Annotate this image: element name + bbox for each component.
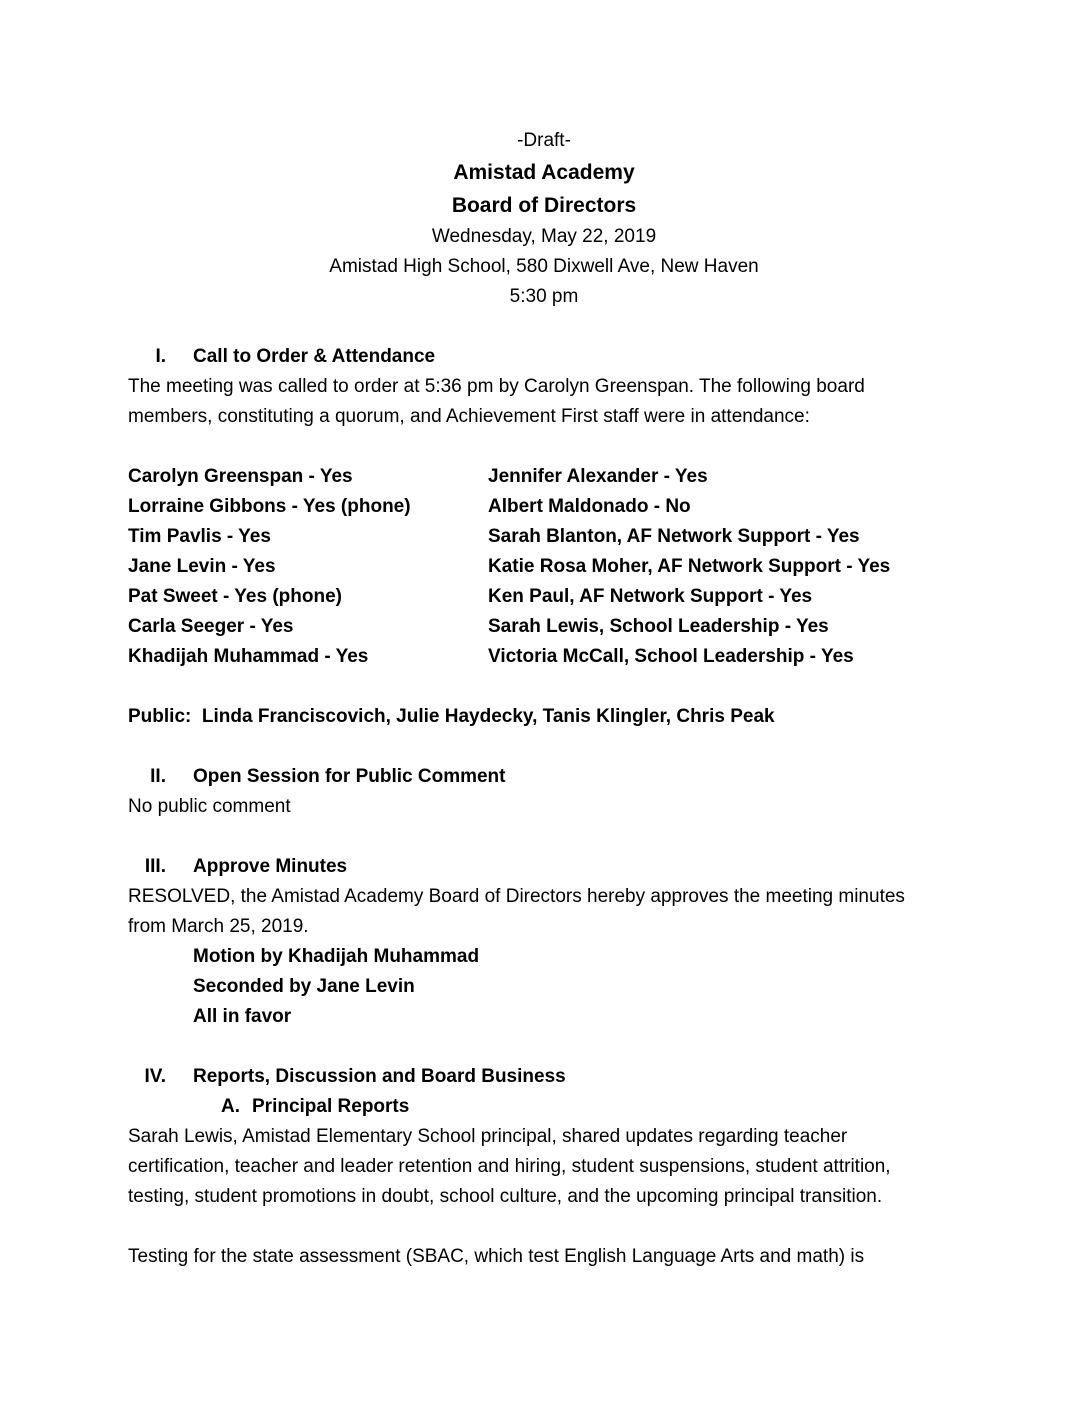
section-1-paragraph-line: members, constituting a quorum, and Achievement First staff were in attendance: [128, 406, 810, 427]
section-4a-letter: A. [221, 1096, 240, 1117]
section-2-numeral: II. [150, 766, 166, 787]
spacer [128, 1032, 960, 1062]
attendance-row [128, 612, 960, 642]
section-1-heading [128, 342, 960, 372]
attendee-name: Ken Paul, AF Network Support - Yes [488, 586, 813, 607]
spacer [128, 672, 960, 702]
attendee-name: Tim Pavlis - Yes [128, 526, 271, 547]
spacer [128, 1212, 960, 1242]
attendance-row [128, 462, 960, 492]
meeting-date: Wednesday, May 22, 2019 [431, 226, 657, 247]
meeting-location: Amistad High School, 580 Dixwell Ave, New Haven [329, 256, 759, 277]
spacer [128, 432, 960, 462]
attendance-row [128, 492, 960, 522]
section-2-heading [128, 762, 960, 792]
motion-line: Seconded by Jane Levin [193, 976, 415, 997]
draft-label: -Draft- [517, 130, 571, 151]
section-1-title: Call to Order & Attendance [193, 346, 436, 367]
attendee-name: Katie Rosa Moher, AF Network Support - Yes [488, 556, 891, 577]
section-3-paragraph-line: from March 25, 2019. [128, 916, 309, 937]
public-attendees: Public: Linda Franciscovich, Julie Haydecky, Tanis Klingler, Chris Peak [128, 706, 775, 727]
attendance-row [128, 642, 960, 672]
attendee-name: Lorraine Gibbons - Yes (phone) [128, 496, 411, 517]
attendee-name: Albert Maldonado - No [488, 496, 691, 517]
spacer [128, 312, 960, 342]
section-4-paragraph-line: certification, teacher and leader retention and hiring, student suspensions, student attrition, [128, 1156, 891, 1177]
attendance-row [128, 552, 960, 582]
attendee-name: Jane Levin - Yes [128, 556, 276, 577]
attendee-name: Jennifer Alexander - Yes [488, 466, 708, 487]
section-1-paragraph-line: The meeting was called to order at 5:36 pm by Carolyn Greenspan. The following board [128, 376, 865, 397]
attendee-name: Sarah Lewis, School Leadership - Yes [488, 616, 829, 637]
attendee-name: Sarah Blanton, AF Network Support - Yes [488, 526, 860, 547]
section-3-title: Approve Minutes [193, 856, 348, 877]
attendee-name: Victoria McCall, School Leadership - Yes [488, 646, 854, 667]
section-3-paragraph-line: RESOLVED, the Amistad Academy Board of Directors hereby approves the meeting minutes [128, 886, 905, 907]
attendee-name: Pat Sweet - Yes (phone) [128, 586, 342, 607]
attendee-name: Carolyn Greenspan - Yes [128, 466, 353, 487]
spacer [128, 822, 960, 852]
section-4-title: Reports, Discussion and Board Business [193, 1066, 566, 1087]
attendee-name: Carla Seeger - Yes [128, 616, 294, 637]
section-3-numeral: III. [144, 856, 166, 877]
section-4a-title: Principal Reports [252, 1096, 410, 1117]
section-4-paragraph-line: Sarah Lewis, Amistad Elementary School principal, shared updates regarding teacher [128, 1126, 848, 1147]
document-title: Amistad Academy [453, 161, 635, 184]
section-2-body: No public comment [128, 796, 291, 817]
section-4-numeral: IV. [144, 1066, 166, 1087]
section-3-heading [128, 852, 960, 882]
meeting-time: 5:30 pm [509, 286, 579, 307]
section-4a-heading [221, 1092, 960, 1122]
document-subtitle: Board of Directors [451, 194, 637, 217]
section-2-title: Open Session for Public Comment [193, 766, 506, 787]
section-4-paragraph-line: testing, student promotions in doubt, school culture, and the upcoming principal transition. [128, 1186, 883, 1207]
motion-line: All in favor [193, 1006, 292, 1027]
attendance-row [128, 582, 960, 612]
attendee-name: Khadijah Muhammad - Yes [128, 646, 369, 667]
section-4-paragraph-line: Testing for the state assessment (SBAC, which test English Language Arts and math) is [128, 1246, 865, 1267]
motion-line: Motion by Khadijah Muhammad [193, 946, 480, 967]
section-1-numeral: I. [155, 346, 166, 367]
attendance-row [128, 522, 960, 552]
spacer [128, 732, 960, 762]
section-4-heading [128, 1062, 960, 1092]
